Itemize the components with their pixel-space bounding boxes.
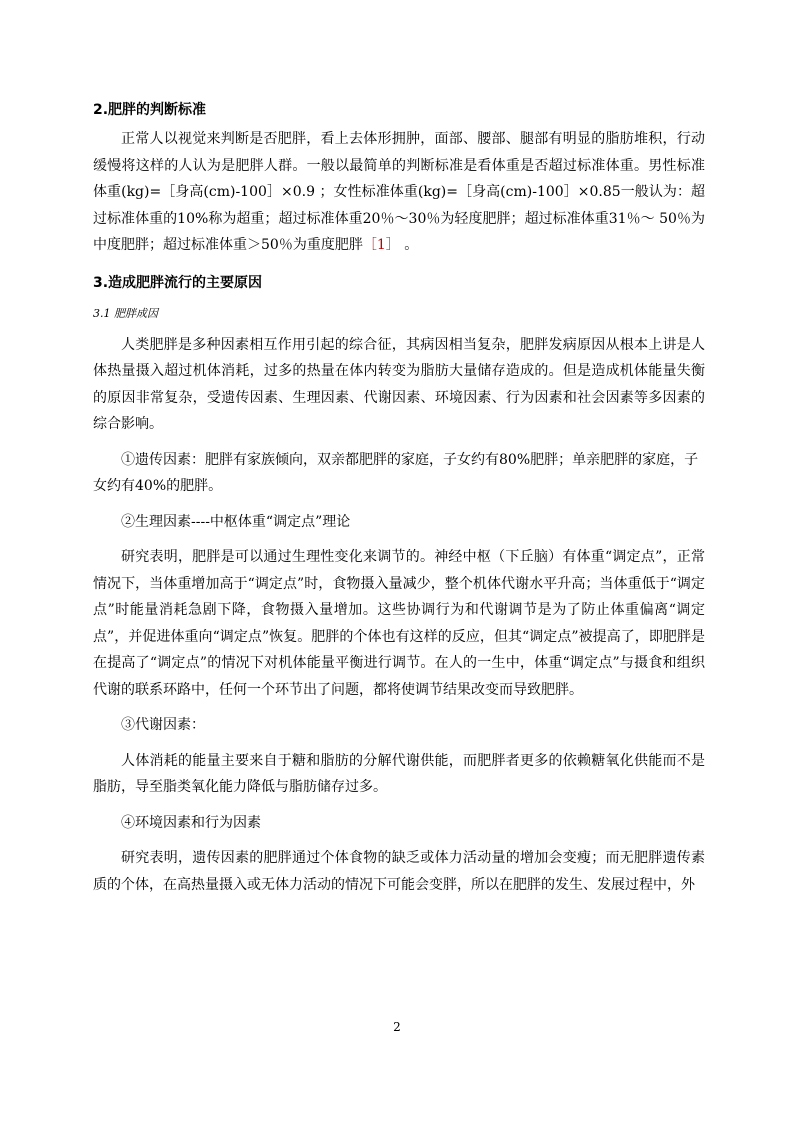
factor-genetic: ①遗传因素：肥胖有家族倾向，双亲都肥胖的家庭，子女约有80%肥胖；单亲肥胖的家庭，子女约有40%的肥胖。 — [93, 451, 699, 494]
page-number: 2 — [393, 1020, 401, 1034]
factor-physiological-heading: ②生理因素----中枢体重“调定点”理论 — [121, 513, 351, 530]
section-2-paragraph-text: 正常人以视觉来判断是否肥胖，看上去体形拥肿，面部、腰部、腿部有明显的脂肪堆积，行动缓慢将这样的人认为是肥胖人群。一般以最简单的判断标准是看体重是否超过标准体重。男性标准体重(kg)=［身高(cm)-100］×0.9 ；女性标准体重(kg)=［身高(cm)-100］×0.85一般认为：超过标准体重的10%称为超重；超过标准体重20％～30％为轻度肥胖；超过标准体重31％～ 50％为中度肥胖；超过标准体重＞50％为重度肥胖 — [93, 131, 705, 253]
section-3-intro-paragraph: 人类肥胖是多种因素相互作用引起的综合征，其病因相当复杂，肥胖发病原因从根本上讲是人体热量摄入超过机体消耗，过多的热量在体内转变为脂肪大量储存造成的。但是造成机体能量失衡的原因非常复杂，受遗传因素、生理因素、代谢因素、环境因素、行为因素和社会因素等多因素的综合影响。 — [93, 336, 705, 432]
section-3-heading: 3.造成肥胖流行的主要原因 — [93, 274, 263, 291]
factor-physiological-body: 研究表明，肥胖是可以通过生理性变化来调节的。神经中枢（下丘脑）有体重“调定点”，正常情况下，当体重增加高于“调定点”时，食物摄入量减少，整个机体代谢水平升高；当体重低于“调定点”时能量消耗急剧下降，食物摄入量增加。这些协调行为和代谢调节是为了防止体重偏离“调定点”，并促进体重向“调定点”恢复。肥胖的个体也有这样的反应，但其“调定点”被提高了，即肥胖是在提高了“调定点”的情况下对机体能量平衡进行调节。在人的一生中，体重“调定点”与摄食和组织代谢的联系环路中，任何一个环节出了问题，都将使调节结果改变而导致肥胖。 — [93, 549, 705, 698]
factor-metabolic-body: 人体消耗的能量主要来自于糖和脂肪的分解代谢供能，而肥胖者更多的依赖糖氧化供能而不是脂肪，导至脂类氧化能力降低与脂肪储存过多。 — [93, 752, 705, 795]
section-2-heading: 2.肥胖的判断标准 — [93, 102, 207, 118]
subsection-3-1-heading: 3.1 肥胖成因 — [93, 306, 158, 320]
factor-environment-behavior-body: 研究表明，遗传因素的肥胖通过个体食物的缺乏或体力活动量的增加会变瘦；而无肥胖遗传素质的个体，在高热量摄入或无体力活动的情况下可能会变胖，所以在肥胖的发生、发展过程中，外 — [93, 850, 705, 893]
citation-ref[interactable]: ［1］ — [362, 237, 400, 253]
page-content — [93, 100, 705, 898]
section-2-paragraph — [93, 126, 705, 259]
factor-environment-behavior-heading: ④环境因素和行为因素 — [121, 814, 261, 831]
factor-metabolic-heading: ③代谢因素： — [121, 717, 205, 733]
section-2-paragraph-end: 。 — [399, 237, 419, 253]
